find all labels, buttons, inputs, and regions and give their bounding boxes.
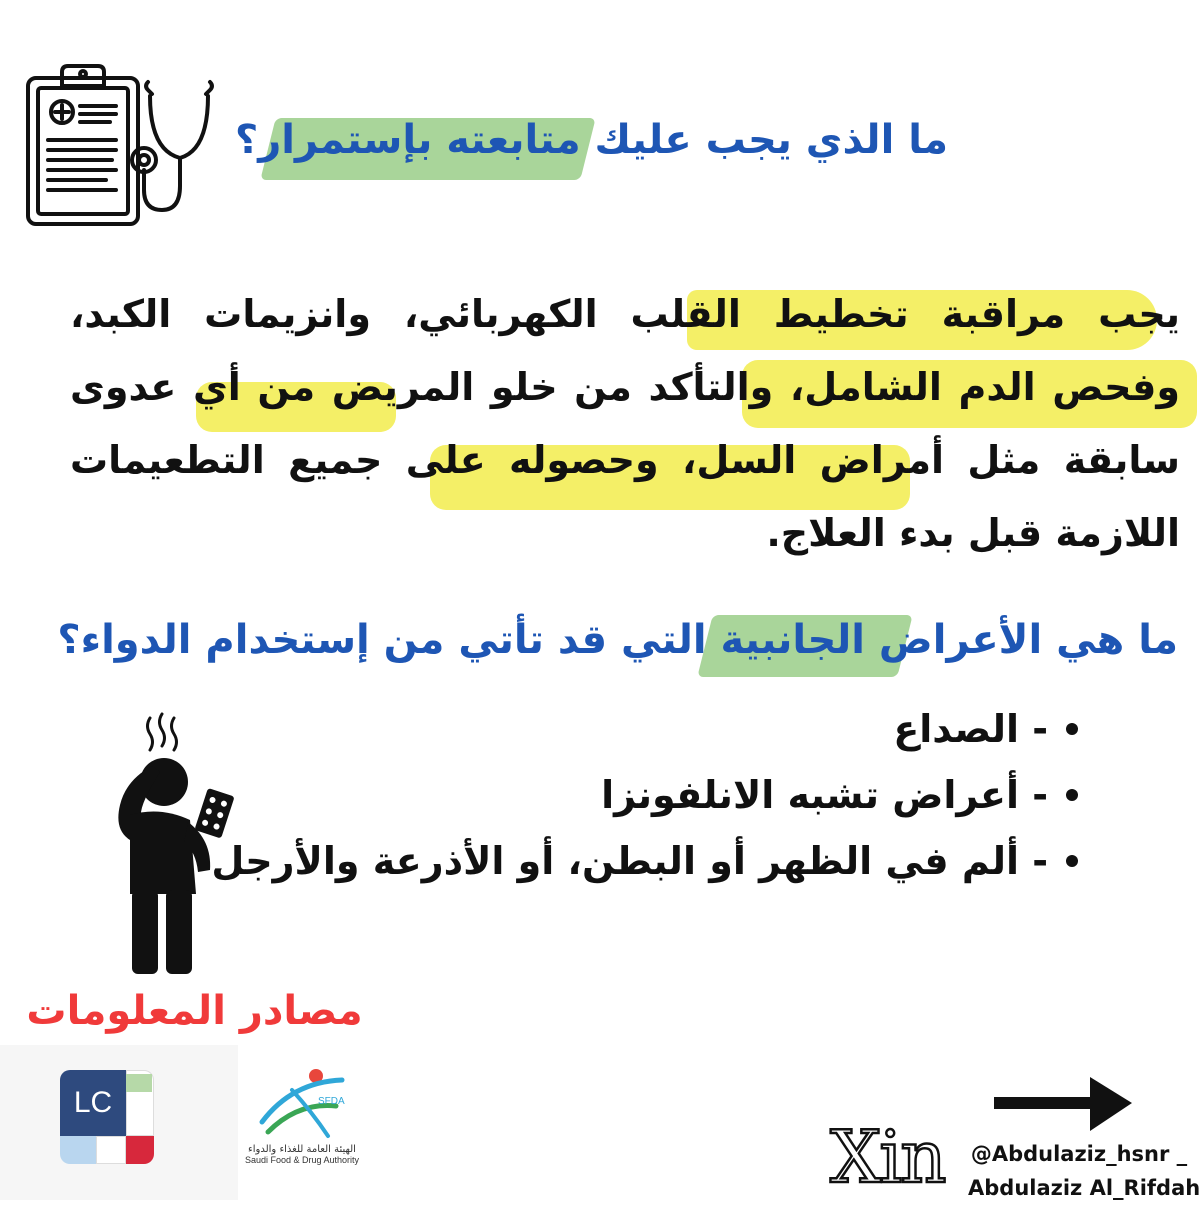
author-name: Abdulaziz Al_Rifdah bbox=[968, 1176, 1200, 1200]
list-item bbox=[211, 696, 1078, 762]
stethoscope-icon bbox=[132, 82, 212, 210]
bullet-dot bbox=[1066, 723, 1078, 735]
sfda-english-name: Saudi Food & Drug Authority bbox=[244, 1155, 360, 1165]
section1-title: ما الذي يجب عليك متابعته بإستمرار؟ bbox=[235, 117, 948, 163]
clipboard-stethoscope-icon bbox=[22, 60, 222, 230]
list-item bbox=[211, 762, 1078, 828]
bullet-dot bbox=[1066, 855, 1078, 867]
sfda-emblem-icon bbox=[232, 1062, 372, 1140]
sfda-arabic-name: الهيئة العامة للغذاء والدواء bbox=[248, 1144, 356, 1155]
author-handle-block bbox=[968, 1137, 1200, 1205]
lc-logo bbox=[60, 1070, 154, 1164]
side-effect-text: - الصداع bbox=[893, 707, 1048, 751]
sfda-abbr: SFDA bbox=[318, 1096, 345, 1107]
section2-title: ما هي الأعراض الجانبية التي قد تأتي من إستخدام الدواء؟ bbox=[57, 617, 1178, 663]
brand-logo: Xin bbox=[830, 1115, 945, 1199]
twitter-handle[interactable]: @Abdulaziz_hsnr _ bbox=[970, 1142, 1188, 1166]
bullet-dot bbox=[1066, 789, 1078, 801]
sources-title: مصادر المعلومات bbox=[26, 988, 363, 1034]
lc-logo-text: LC bbox=[73, 1086, 113, 1119]
list-item bbox=[211, 828, 1078, 894]
side-effect-text: - ألم في الظهر أو البطن، أو الأذرعة والأرجل bbox=[211, 839, 1048, 883]
monitoring-paragraph: يجب مراقبة تخطيط القلب الكهربائي، وانزيمات الكبد، وفحص الدم الشامل، والتأكد من خلو المريض من أي عدوى سابقة مثل أمراض السل، وحصوله على جميع التطعيمات اللازمة قبل بدء العلاج. bbox=[70, 292, 1180, 555]
sfda-logo bbox=[232, 1062, 372, 1172]
side-effects-list bbox=[211, 696, 1078, 894]
side-effect-text: - أعراض تشبه الانلفونزا bbox=[601, 773, 1048, 817]
arrow-right-icon[interactable] bbox=[990, 1073, 1136, 1135]
